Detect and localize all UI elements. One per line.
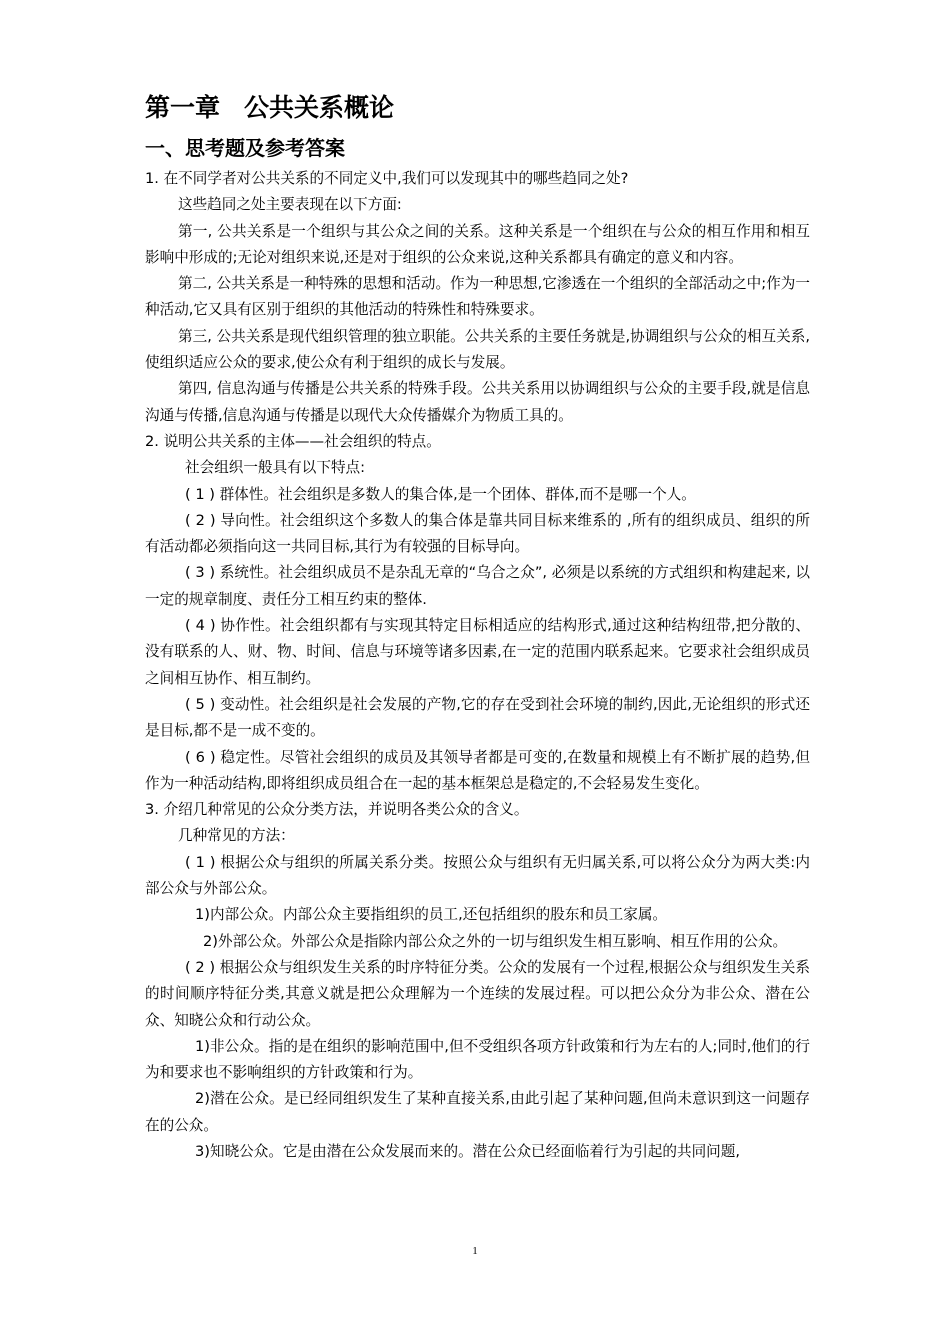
body-paragraph: ( 2 ) 根据公众与组织发生关系的时序特征分类。公众的发展有一个过程,根据公众与组织发生关系的时间顺序特征分类,其意义就是把公众理解为一个连续的发展过程。可以把公众分为非公众、潜在公众、知晓公众和行动公众。 (145, 958, 810, 1029)
section-title: 一、思考题及参考答案 (145, 136, 345, 160)
body-paragraph: ( 4 ) 协作性。社会组织都有与实现其特定目标相适应的结构形式,通过这种结构纽带,把分散的、没有联系的人、财、物、时间、信息与环境等诸多因素,在一定的范围内联系起来。它要求社会组织成员之间相互协作、相互制约。 (145, 617, 810, 687)
body-paragraph: ( 5 ) 变动性。社会组织是社会发展的产物,它的存在受到社会环境的制约,因此,无论组织的形式还是目标,都不是一成不变的。 (145, 695, 810, 740)
body-paragraph: ( 1 ) 根据公众与组织的所属关系分类。按照公众与组织有无归属关系,可以将公众分为两大类:内部公众与外部公众。 (145, 853, 810, 898)
body-paragraph: 第四, 信息沟通与传播是公共关系的特殊手段。公共关系用以协调组织与公众的主要手段,就是信息沟通与传播,信息沟通与传播是以现代大众传播媒介为物质工具的。 (145, 380, 810, 424)
question-paragraph: 1. 在不同学者对公共关系的不同定义中,我们可以发现其中的哪些趋同之处? (145, 170, 629, 187)
page-number: 1 (472, 1245, 478, 1257)
chapter-title (145, 88, 810, 128)
body-text (145, 166, 810, 1165)
chapter-name: 公共关系概论 (244, 93, 395, 122)
body-paragraph: ( 1 ) 群体性。社会组织是多数人的集合体,是一个团体、群体,而不是哪一个人。 (185, 485, 696, 503)
body-paragraph: 几种常见的方法： (178, 827, 295, 845)
body-paragraph: 社会组织一般具有以下特点: (185, 459, 366, 477)
body-paragraph: ( 6 ) 稳定性。尽管社会组织的成员及其领导者都是可变的,在数量和规模上有不断扩展的趋势,但作为一种活动结构,即将组织成员组合在一起的基本框架总是稳定的,不会轻易发生变化。 (145, 748, 810, 792)
question-paragraph: 3. 介绍几种常见的公众分类方法，并说明各类公众的含义。 (145, 801, 529, 819)
page-content (145, 88, 810, 1165)
body-paragraph: ( 2 ) 导向性。社会组织这个多数人的集合体是靠共同目标来维系的 ,所有的组织成员、组织的所有活动都必须指向这一共同目标,其行为有较强的目标导向。 (145, 511, 810, 556)
body-paragraph: ( 3 ) 系统性。社会组织成员不是杂乱无章的“乌合之众”, 必须是以系统的方式组织和构建起来, 以一定的规章制度、责任分工相互约束的整体. (145, 564, 810, 608)
body-paragraph: 第二, 公共关系是一种特殊的思想和活动。作为一种思想,它渗透在一个组织的全部活动之中;作为一种活动,它又具有区别于组织的其他活动的特殊性和特殊要求。 (145, 275, 810, 319)
body-paragraph: 2)潜在公众。是已经同组织发生了某种直接关系,由此引起了某种问题,但尚未意识到这一问题存在的公众。 (145, 1090, 810, 1134)
body-paragraph: 1)内部公众。内部公众主要指组织的员工,还包括组织的股东和员工家属。 (195, 906, 668, 924)
body-paragraph: 这些趋同之处主要表现在以下方面: (178, 196, 402, 214)
body-paragraph: 第三, 公共关系是现代组织管理的独立职能。公共关系的主要任务就是,协调组织与公众的相互关系,使组织适应公众的要求,使公众有利于组织的成长与发展。 (145, 327, 810, 372)
body-paragraph: 第一, 公共关系是一个组织与其公众之间的关系。这种关系是一个组织在与公众的相互作用和相互影响中形成的;无论对组织来说,还是对于组织的公众来说,这种关系都具有确定的意义和内容。 (145, 222, 810, 266)
chapter-number: 第一章 (145, 93, 221, 122)
body-paragraph: 2)外部公众。外部公众是指除内部公众之外的一切与组织发生相互影响、相互作用的公众。 (203, 932, 788, 950)
body-paragraph: 3)知晓公众。它是由潜在公众发展而来的。潜在公众已经面临着行为引起的共同问题, (195, 1142, 740, 1160)
body-paragraph: 1)非公众。指的是在组织的影响范围中,但不受组织各项方针政策和行为左右的人;同时,他们的行为和要求也不影响组织的方针政策和行为。 (145, 1037, 810, 1082)
question-paragraph: 2. 说明公共关系的主体——社会组织的特点。 (145, 432, 441, 450)
